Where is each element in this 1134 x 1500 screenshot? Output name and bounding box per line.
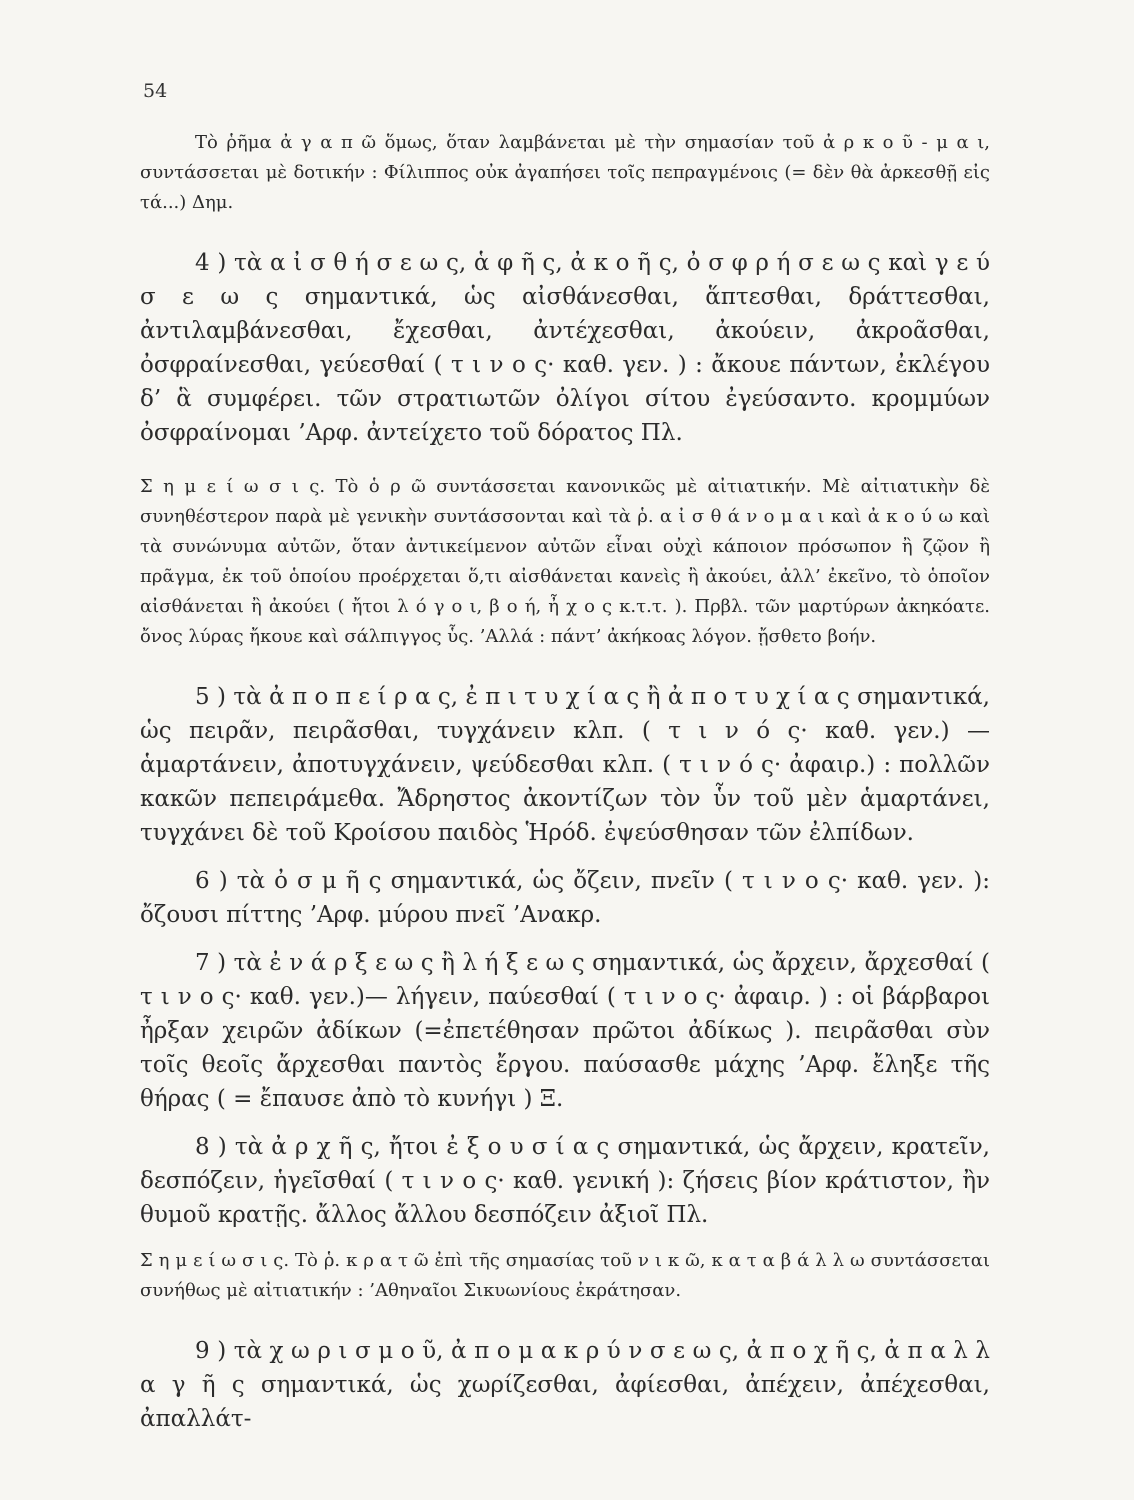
- paragraph-item-8: 8 ) τὰ ἀ ρ χ ῆ ς, ἤτοι ἐ ξ ο υ σ ί α ς σημαντικά, ὡς ἄρχειν, κρατεῖν, δεσπόζειν, ἡγεῖσθαί ( τ ι ν ο ς· καθ. γενική ): ζήσεις βίον κράτιστον, ἢν θυμοῦ κρατῇς. ἄλλος ἄλλου δεσπόζειν ἀξιοῖ Πλ.: [140, 1134, 990, 1228]
- page-number: 54: [143, 80, 168, 102]
- paragraph-intro: Τὸ ῥῆμα ἀ γ α π ῶ ὅμως, ὅταν λαμβάνεται μὲ τὴν σημασίαν τοῦ ἀ ρ κ ο ῦ - μ α ι, συντάσσεται μὲ δοτικήν : Φίλιππος οὐκ ἀγαπήσει τοῖς πεπραγμένοις (= δὲν θὰ ἀρκεσθῇ εἰς τά...) Δημ.: [140, 132, 990, 213]
- paragraph-item-7: 7 ) τὰ ἐ ν ά ρ ξ ε ω ς ἢ λ ή ξ ε ω ς σημαντικά, ὡς ἄρχειν, ἄρχεσθαί ( τ ι ν ο ς· καθ. γεν.)— λήγειν, παύεσθαί ( τ ι ν ο ς· ἀφαιρ. ) : οἱ βάρβαροι ἦρξαν χειρῶν ἀδίκων (=ἐπετέθησαν πρῶτοι ἀδίκως ). πειρᾶσθαι σὺν τοῖς θεοῖς ἄρχεσθαι παντὸς ἔργου. παύσασθε μάχης ’Αρφ. ἔληξε τῆς θήρας ( = ἔπαυσε ἀπὸ τὸ κυνήγι ) Ξ.: [140, 950, 990, 1112]
- paragraph-note-1: Σ η μ ε ί ω σ ι ς. Τὸ ὁ ρ ῶ συντάσσεται κανονικῶς μὲ αἰτιατικήν. Μὲ αἰτιατικὴν δὲ συνηθέστερον παρὰ μὲ γενικὴν συντάσσονται καὶ τὰ ῥ. α ἰ σ θ ά ν ο μ α ι καὶ ἀ κ ο ύ ω καὶ τὰ συνώνυμα αὐτῶν, ὅταν ἀντικείμενον αὐτῶν εἶναι οὐχὶ κάποιον πρόσωπον ἢ ζῷον ἢ πρᾶγμα, ἐκ τοῦ ὁποίου προέρχεται ὅ,τι αἰσθάνεται κανεὶς ἢ ἀκούει, ἀλλ’ ἐκεῖνο, τὸ ὁποῖον αἰσθάνεται ἢ ἀκούει ( ἤτοι λ ό γ ο ι, β ο ή, ἦ χ ο ς κ.τ.τ. ). Πρβλ. τῶν μαρτύρων ἀκηκόατε. ὄνος λύρας ἤκουε καὶ σάλπιγγος ὗς. ’Αλλά : πάντ’ ἀκήκοας λόγον. ᾔσθετο βοήν.: [140, 476, 990, 647]
- page-body: [140, 128, 990, 1436]
- paragraph-note-2: Σ η μ ε ί ω σ ι ς. Τὸ ῥ. κ ρ α τ ῶ ἐπὶ τῆς σημασίας τοῦ ν ι κ ῶ, κ α τ α β ά λ λ ω συντάσσεται συνήθως μὲ αἰτιατικήν : ’Αθηναῖοι Σικυωνίους ἐκράτησαν.: [140, 1250, 990, 1301]
- paragraph-item-9: 9 ) τὰ χ ω ρ ι σ μ ο ῦ, ἀ π ο μ α κ ρ ύ ν σ ε ω ς, ἀ π ο χ ῆ ς, ἀ π α λ λ α γ ῆ ς σημαντικά, ὡς χωρίζεσθαι, ἀφίεσθαι, ἀπέχειν, ἀπέχεσθαι, ἀπαλλάτ-: [140, 1338, 990, 1432]
- paragraph-item-5: 5 ) τὰ ἀ π ο π ε ί ρ α ς, ἐ π ι τ υ χ ί α ς ἢ ἀ π ο τ υ χ ί α ς σημαντικά, ὡς πειρᾶν, πειρᾶσθαι, τυγχάνειν κλπ. ( τ ι ν ό ς· καθ. γεν.) — ἁμαρτάνειν, ἀποτυγχάνειν, ψεύδεσθαι κλπ. ( τ ι ν ό ς· ἀφαιρ.) : πολλῶν κακῶν πεπειράμεθα. Ἄδρηστος ἀκοντίζων τὸν ὗν τοῦ μὲν ἁμαρτάνει, τυγχάνει δὲ τοῦ Κροίσου παιδὸς Ἡρόδ. ἐψεύσθησαν τῶν ἐλπίδων.: [140, 684, 990, 846]
- paragraph-item-4: 4 ) τὰ α ἰ σ θ ή σ ε ω ς, ἁ φ ῆ ς, ἀ κ ο ῆ ς, ὀ σ φ ρ ή σ ε ω ς καὶ γ ε ύ σ ε ω ς σημαντικά, ὡς αἰσθάνεσθαι, ἅπτεσθαι, δράττεσθαι, ἀντιλαμβάνεσθαι, ἔχεσθαι, ἀντέχεσθαι, ἀκούειν, ἀκροᾶσθαι, ὀσφραίνεσθαι, γεύεσθαί ( τ ι ν ο ς· καθ. γεν. ) : ἄκουε πάντων, ἐκλέγου δ’ ἃ συμφέρει. τῶν στρατιωτῶν ὀλίγοι σίτου ἐγεύσαντο. κρομμύων ὀσφραίνομαι ’Αρφ. ἀντείχετο τοῦ δόρατος Πλ.: [140, 250, 990, 446]
- paragraph-item-6: 6 ) τὰ ὀ σ μ ῆ ς σημαντικά, ὡς ὄζειν, πνεῖν ( τ ι ν ο ς· καθ. γεν. ): ὄζουσι πίττης ’Αρφ. μύρου πνεῖ ’Ανακρ.: [140, 868, 990, 928]
